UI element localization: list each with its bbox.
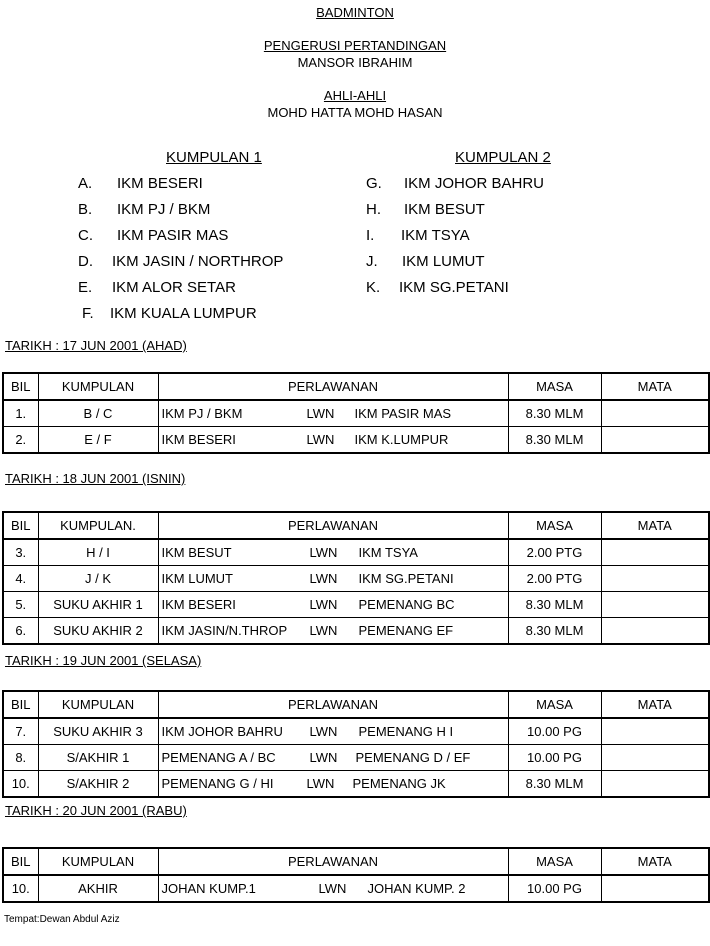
header-kumpulan: KUMPULAN xyxy=(38,691,158,718)
schedule-table xyxy=(2,847,710,903)
venue-note: Tempat:Dewan Abdul Aziz xyxy=(4,914,120,925)
group2-letter: K. xyxy=(366,279,381,296)
chair-name: MANSOR IBRAHIM xyxy=(297,55,413,70)
schedule-table xyxy=(2,372,710,454)
cell-masa: 8.30 MLM xyxy=(508,618,601,645)
lwn: LWN xyxy=(309,623,338,638)
chair-label: PENGERUSI PERTANDINGAN xyxy=(263,38,447,53)
table-header-row xyxy=(3,848,709,875)
cell-mata xyxy=(601,592,709,618)
cell-masa: 8.30 MLM xyxy=(508,592,601,618)
lwn: LWN xyxy=(309,597,338,612)
team1: IKM LUMUT xyxy=(161,571,233,586)
group1-letter: D. xyxy=(78,253,93,270)
header-perlawanan: PERLAWANAN xyxy=(158,373,508,400)
cell-kumpulan: S/AKHIR 1 xyxy=(38,745,158,771)
table-row xyxy=(3,618,709,645)
table-row xyxy=(3,718,709,745)
team2: IKM SG.PETANI xyxy=(358,571,454,586)
group1-letter: F. xyxy=(82,305,94,322)
table-header-row xyxy=(3,512,709,539)
group1-letter: E. xyxy=(78,279,93,296)
date-heading: TARIKH : 17 JUN 2001 (AHAD) xyxy=(5,338,187,353)
group1-team: IKM PJ / BKM xyxy=(117,201,211,218)
team1: IKM BESERI xyxy=(161,432,236,447)
header-mata: MATA xyxy=(601,691,709,718)
group1-team: IKM JASIN / NORTHROP xyxy=(112,253,284,270)
group1-title: KUMPULAN 1 xyxy=(166,149,262,166)
cell-mata xyxy=(601,875,709,902)
lwn: LWN xyxy=(309,571,338,586)
group2-team: IKM JOHOR BAHRU xyxy=(404,175,545,192)
cell-perlawanan xyxy=(158,427,508,454)
team1: IKM BESERI xyxy=(161,597,236,612)
cell-bil: 3. xyxy=(3,539,38,566)
group2-letter: H. xyxy=(366,201,381,218)
header-perlawanan: PERLAWANAN xyxy=(158,848,508,875)
cell-mata xyxy=(601,427,709,454)
group1-letter: A. xyxy=(78,175,93,192)
cell-perlawanan xyxy=(158,745,508,771)
team1: IKM PJ / BKM xyxy=(161,406,243,421)
group1-team: IKM PASIR MAS xyxy=(117,227,229,244)
team2: PEMENANG D / EF xyxy=(355,750,471,765)
lwn: LWN xyxy=(306,432,335,447)
group2-title: KUMPULAN 2 xyxy=(455,149,551,166)
header-mata: MATA xyxy=(601,512,709,539)
header-kumpulan: KUMPULAN xyxy=(38,848,158,875)
cell-mata xyxy=(601,539,709,566)
team2: PEMENANG H I xyxy=(358,724,454,739)
cell-kumpulan: SUKU AKHIR 2 xyxy=(38,618,158,645)
header-mata: MATA xyxy=(601,373,709,400)
cell-bil: 1. xyxy=(3,400,38,427)
group1-team: IKM BESERI xyxy=(117,175,203,192)
cell-masa: 8.30 MLM xyxy=(508,771,601,798)
team1: IKM BESUT xyxy=(161,545,232,560)
group1-team: IKM KUALA LUMPUR xyxy=(110,305,257,322)
cell-bil: 10. xyxy=(3,771,38,798)
team1: JOHAN KUMP.1 xyxy=(161,881,256,896)
cell-kumpulan: S/AKHIR 2 xyxy=(38,771,158,798)
members-label: AHLI-AHLI xyxy=(323,88,387,103)
cell-kumpulan: J / K xyxy=(38,566,158,592)
cell-perlawanan xyxy=(158,771,508,798)
cell-mata xyxy=(601,566,709,592)
cell-mata xyxy=(601,718,709,745)
team2: IKM TSYA xyxy=(358,545,418,560)
team2: PEMENANG EF xyxy=(358,623,454,638)
cell-bil: 10. xyxy=(3,875,38,902)
header-masa: MASA xyxy=(508,512,601,539)
lwn: LWN xyxy=(309,545,338,560)
cell-masa: 8.30 MLM xyxy=(508,400,601,427)
group2-letter: G. xyxy=(366,175,382,192)
cell-bil: 7. xyxy=(3,718,38,745)
cell-perlawanan xyxy=(158,400,508,427)
table-row xyxy=(3,875,709,902)
header-perlawanan: PERLAWANAN xyxy=(158,512,508,539)
header-bil: BIL xyxy=(3,691,38,718)
cell-bil: 4. xyxy=(3,566,38,592)
lwn: LWN xyxy=(306,776,335,791)
cell-bil: 8. xyxy=(3,745,38,771)
group2-letter: I. xyxy=(366,227,375,244)
cell-mata xyxy=(601,618,709,645)
cell-kumpulan: SUKU AKHIR 1 xyxy=(38,592,158,618)
table-row xyxy=(3,592,709,618)
cell-perlawanan xyxy=(158,566,508,592)
cell-bil: 6. xyxy=(3,618,38,645)
header-kumpulan: KUMPULAN xyxy=(38,373,158,400)
cell-masa: 10.00 PG xyxy=(508,745,601,771)
cell-bil: 5. xyxy=(3,592,38,618)
cell-perlawanan xyxy=(158,718,508,745)
lwn: LWN xyxy=(318,881,347,896)
cell-masa: 2.00 PTG xyxy=(508,566,601,592)
cell-kumpulan: H / I xyxy=(38,539,158,566)
cell-kumpulan: B / C xyxy=(38,400,158,427)
cell-masa: 10.00 PG xyxy=(508,875,601,902)
date-heading: TARIKH : 18 JUN 2001 (ISNIN) xyxy=(5,471,186,486)
header-masa: MASA xyxy=(508,848,601,875)
team1: PEMENANG A / BC xyxy=(161,750,276,765)
table-header-row xyxy=(3,691,709,718)
date-heading: TARIKH : 20 JUN 2001 (RABU) xyxy=(5,803,187,818)
header-masa: MASA xyxy=(508,691,601,718)
cell-bil: 2. xyxy=(3,427,38,454)
lwn: LWN xyxy=(309,724,338,739)
table-row xyxy=(3,539,709,566)
members-name: MOHD HATTA MOHD HASAN xyxy=(267,105,443,120)
team1: IKM JASIN/N.THROP xyxy=(161,623,288,638)
cell-perlawanan xyxy=(158,592,508,618)
group2-team: IKM SG.PETANI xyxy=(399,279,509,296)
header-bil: BIL xyxy=(3,848,38,875)
header-masa: MASA xyxy=(508,373,601,400)
cell-masa: 10.00 PG xyxy=(508,718,601,745)
schedule-table xyxy=(2,511,710,645)
team2: JOHAN KUMP. 2 xyxy=(367,881,466,896)
team2: IKM K.LUMPUR xyxy=(354,432,449,447)
cell-mata xyxy=(601,400,709,427)
team2: IKM PASIR MAS xyxy=(354,406,452,421)
group2-team: IKM LUMUT xyxy=(402,253,485,270)
team2: PEMENANG BC xyxy=(358,597,455,612)
cell-kumpulan: SUKU AKHIR 3 xyxy=(38,718,158,745)
table-row xyxy=(3,400,709,427)
cell-perlawanan xyxy=(158,875,508,902)
cell-masa: 2.00 PTG xyxy=(508,539,601,566)
date-heading: TARIKH : 19 JUN 2001 (SELASA) xyxy=(5,653,202,668)
table-row xyxy=(3,427,709,454)
schedule-table xyxy=(2,690,710,798)
group1-letter: B. xyxy=(78,201,93,218)
header-bil: BIL xyxy=(3,373,38,400)
header-bil: BIL xyxy=(3,512,38,539)
group2-team: IKM BESUT xyxy=(404,201,485,218)
group2-team: IKM TSYA xyxy=(401,227,470,244)
team2: PEMENANG JK xyxy=(352,776,446,791)
team1: IKM JOHOR BAHRU xyxy=(161,724,283,739)
table-row xyxy=(3,745,709,771)
header-perlawanan: PERLAWANAN xyxy=(158,691,508,718)
lwn: LWN xyxy=(309,750,338,765)
cell-mata xyxy=(601,771,709,798)
cell-perlawanan xyxy=(158,618,508,645)
group1-team: IKM ALOR SETAR xyxy=(112,279,236,296)
cell-perlawanan xyxy=(158,539,508,566)
cell-masa: 8.30 MLM xyxy=(508,427,601,454)
doc-title: BADMINTON xyxy=(316,5,394,20)
team1: PEMENANG G / HI xyxy=(161,776,274,791)
group1-letter: C. xyxy=(78,227,93,244)
cell-kumpulan: E / F xyxy=(38,427,158,454)
cell-kumpulan: AKHIR xyxy=(38,875,158,902)
group2-letter: J. xyxy=(366,253,378,270)
cell-mata xyxy=(601,745,709,771)
table-header-row xyxy=(3,373,709,400)
header-kumpulan: KUMPULAN. xyxy=(38,512,158,539)
header-mata: MATA xyxy=(601,848,709,875)
table-row xyxy=(3,566,709,592)
lwn: LWN xyxy=(306,406,335,421)
table-row xyxy=(3,771,709,798)
